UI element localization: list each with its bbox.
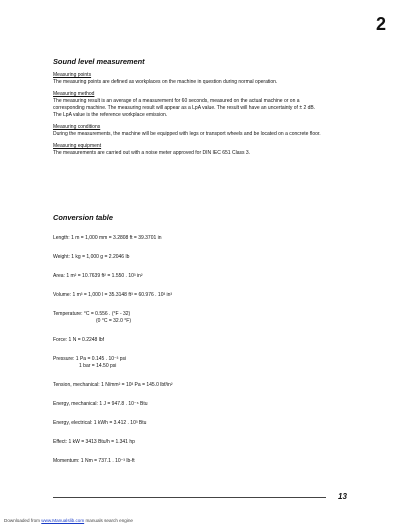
measuring-method-text-line1: The measuring result is an average of a measurement for 60 seconds, measured on the actual machine or on a — [53, 98, 300, 104]
page-content — [53, 58, 373, 477]
measuring-points-text: The measuring points are defined as workplaces on the machine in question during normal operation. — [53, 79, 278, 85]
measuring-conditions-section — [53, 124, 373, 138]
conversion-effect: Effect: 1 kW = 3413 Btu/h = 1.341 hp — [53, 439, 135, 445]
manualslib-link[interactable]: www.Manualslib.com — [41, 518, 85, 523]
measuring-conditions-text: During the measurements, the machine will be equipped with legs or transport wheels and be located on a concrete floor. — [53, 131, 321, 137]
measuring-method-text-line3: The LpA value is the reference workplace emission. — [53, 112, 168, 118]
conversion-temperature-line2: (0 °C = 32.0 °F) — [96, 318, 131, 324]
measuring-equipment-text: The measurements are carried out with a noise meter approved for DIN IEC 651 Class 3. — [53, 150, 251, 156]
sound-level-title: Sound level measurement — [53, 57, 145, 66]
measuring-points-section — [53, 72, 373, 86]
measuring-conditions-heading: Measuring conditions — [53, 124, 101, 130]
conversion-force: Force: 1 N = 0.2248 lbf — [53, 337, 105, 343]
conversion-table-title: Conversion table — [53, 213, 113, 222]
chapter-number: 2 — [375, 14, 386, 34]
footer-divider — [53, 497, 326, 498]
download-prefix: Downloaded from — [4, 518, 42, 523]
measuring-points-heading: Measuring points — [53, 72, 92, 78]
download-notice — [4, 518, 133, 523]
conversion-weight: Weight: 1 kg = 1,000 g = 2.2046 lb — [53, 254, 130, 260]
conversion-temperature-line1: Temperature: °C = 0.556 . (°F - 32) — [53, 311, 131, 317]
measuring-method-section — [53, 91, 373, 119]
conversion-energy-mechanical: Energy, mechanical: 1 J = 947.8 . 10⁻⁶ Btu — [53, 401, 148, 407]
conversion-pressure-line1: Pressure: 1 Pa = 0.145 . 10⁻³ psi — [53, 356, 127, 362]
conversion-volume: Volume: 1 m³ = 1,000 l = 35.3148 ft³ = 60.976 . 10³ in³ — [53, 292, 173, 298]
footer-page-number: 13 — [338, 492, 347, 501]
measuring-equipment-section — [53, 143, 373, 157]
conversion-energy-electrical: Energy, electrical: 1 kWh = 3.412 . 10³ Btu — [53, 420, 147, 426]
conversion-pressure — [53, 356, 373, 370]
download-suffix: manuals search engine — [84, 518, 133, 523]
conversion-area: Area: 1 m² = 10.7639 ft² = 1.550 . 10³ in² — [53, 273, 143, 279]
conversion-length: Length: 1 m = 1,000 mm = 3.2808 ft = 39.3701 in — [53, 235, 162, 241]
conversion-momentum: Momentum: 1 Nm = 737.1 . 10⁻³ lb-ft — [53, 458, 135, 464]
measuring-equipment-heading: Measuring equipment — [53, 143, 102, 149]
measuring-method-text-line2: corresponding machine. The measuring result will appear as a LpA value. The result will have an uncertainty of ± 2 dB. — [53, 105, 316, 111]
conversion-tension: Tension, mechanical: 1 N/mm² = 10³ Pa = 145.0 lbf/in² — [53, 382, 173, 388]
measuring-method-heading: Measuring method — [53, 91, 95, 97]
conversion-pressure-line2: 1 bar = 14.50 psi — [79, 363, 117, 369]
conversion-temperature — [53, 311, 373, 325]
